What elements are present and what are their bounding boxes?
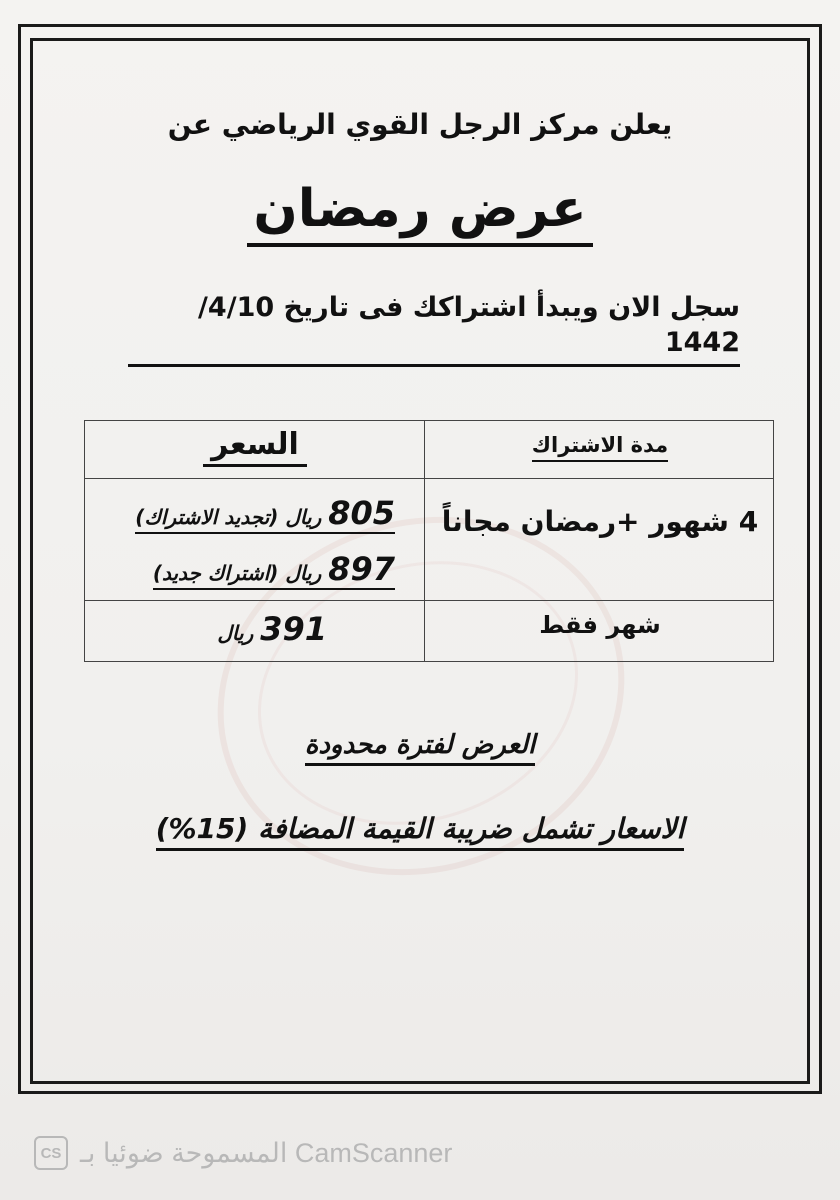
price-renewal-label: ريال (تجديد الاشتراك) — [135, 505, 322, 529]
header-duration-cell — [425, 421, 775, 478]
price-new-underlined — [152, 550, 395, 590]
subscription-price-table — [84, 420, 774, 662]
price-new-subscription — [85, 550, 395, 588]
price-new-amount: 897 — [328, 550, 395, 588]
offer-title — [60, 178, 780, 240]
price-renewal — [85, 494, 395, 532]
header-price-label: السعر — [203, 427, 307, 467]
table-row-2-prices — [85, 601, 425, 663]
vat-text: الاسعار تشمل ضريبة القيمة المضافة (15%) — [156, 812, 685, 851]
header-duration-label: مدة الاشتراك — [532, 433, 668, 462]
table-row-1-prices — [85, 479, 425, 599]
price-one-month-label: ريال — [217, 621, 254, 645]
camscanner-logo-icon: CS — [34, 1136, 68, 1170]
vat-note — [60, 812, 780, 845]
price-one-month-amount: 391 — [260, 610, 327, 648]
limited-time-text: العرض لفترة محدودة — [305, 730, 536, 766]
limited-time-note — [60, 730, 780, 760]
camscanner-text: المسموحة ضوئيا بـ CamScanner — [80, 1137, 453, 1168]
camscanner-footer — [34, 1134, 452, 1172]
table-row-1-duration: 4 شهور +رمضان مجاناً — [441, 505, 759, 538]
header-price-cell — [85, 421, 425, 478]
price-renewal-underlined — [135, 494, 395, 534]
price-one-month — [85, 610, 327, 648]
register-start-date-line — [100, 290, 740, 367]
price-renewal-amount: 805 — [328, 494, 395, 532]
table-row-2-duration: شهر فقط — [539, 611, 661, 639]
announcement-header: يعلن مركز الرجل القوي الرياضي عن — [167, 108, 673, 141]
register-start-date-text: سجل الان ويبدأ اشتراكك فى تاريخ 4/10/ 1442 — [128, 290, 740, 367]
price-new-label: ريال (اشتراك جديد) — [152, 561, 322, 585]
offer-title-text: عرض رمضان — [247, 179, 592, 247]
